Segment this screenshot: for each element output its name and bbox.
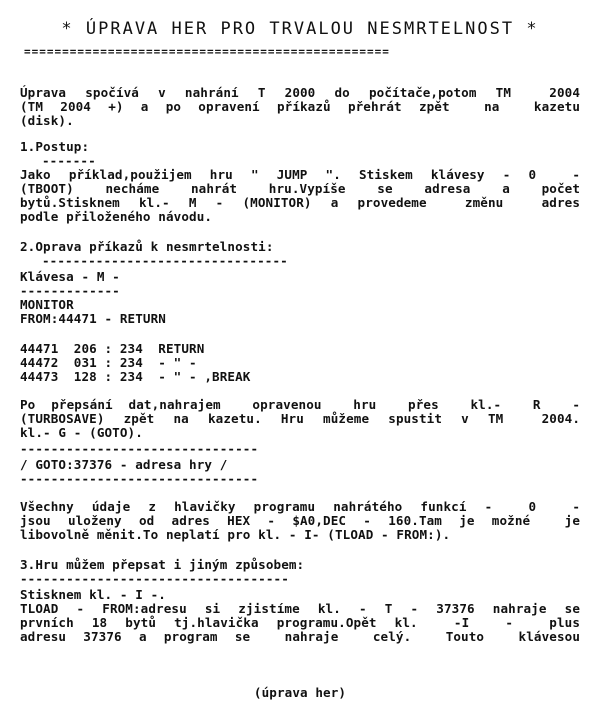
- section1-line-1: Jako příklad,použijem hru " JUMP ". Stiskem klávesy - 0 -: [20, 167, 580, 182]
- section1-line-2: (TBOOT) necháme nahrát hru.Vypíše se adresa a počet: [20, 181, 580, 196]
- page-title: * ÚPRAVA HER PRO TRVALOU NESMRTELNOST *: [61, 19, 539, 39]
- section1-line-4: podle přiloženého návodu.: [20, 209, 213, 224]
- section2-after-line-1: Po přepsání dat,nahrajem opravenou hru přes kl.- R -: [20, 397, 580, 412]
- section2-after-line-2: (TURBOSAVE) zpět na kazetu. Hru můžeme spustit v TM 2004.: [20, 411, 580, 426]
- monitor-from-line: FROM:44471 - RETURN: [20, 311, 166, 326]
- section1-line-3: bytů.Stisknem kl.- M - (MONITOR) a provedeme změnu adres: [20, 195, 580, 210]
- section3-line-4: adresu 37376 a program se nahraje celý. Touto klávesou: [20, 629, 580, 644]
- title-underline: ================================================: [24, 45, 390, 58]
- section3-underline: -----------------------------------: [20, 572, 289, 586]
- section1-heading: 1.Postup:: [20, 139, 90, 154]
- header-info-line-1: Všechny údaje z hlavičky programu nahrátého funkcí - 0 -: [20, 499, 580, 514]
- key-m-underline: -------------: [20, 284, 120, 298]
- code-line-1: 44471 206 : 234 RETURN: [20, 341, 205, 356]
- goto-box-rule-top: -------------------------------: [20, 442, 259, 456]
- code-line-2: 44472 031 : 234 - " -: [20, 355, 197, 370]
- section3-line-1: Stisknem kl. - I -.: [20, 587, 166, 602]
- monitor-label: MONITOR: [20, 297, 74, 312]
- header-info-line-3: libovolně měnit.To neplatí pro kl. - I- (TLOAD - FROM:).: [20, 527, 451, 542]
- section3-line-2: TLOAD - FROM:adresu si zjistíme kl. - T - 37376 nahraje se: [20, 601, 580, 616]
- intro-line-3: (disk).: [20, 113, 74, 128]
- header-info-line-2: jsou uloženy od adres HEX - $A0,DEC - 160.Tam je možné je: [20, 513, 580, 528]
- goto-box-rule-bottom: -------------------------------: [20, 472, 259, 486]
- goto-address-note: / GOTO:37376 - adresa hry /: [20, 457, 228, 472]
- section2-underline: --------------------------------: [42, 254, 288, 268]
- intro-line-2: (TM 2004 +) a po opravení příkazů přehrát zpět na kazetu: [20, 99, 580, 114]
- section2-heading: 2.Oprava příkazů k nesmrtelnosti:: [20, 239, 274, 254]
- key-m-label: Klávesa - M -: [20, 269, 120, 284]
- intro-line-1: Úprava spočívá v nahrání T 2000 do počítače,potom TM 2004: [20, 85, 580, 100]
- code-line-3: 44473 128 : 234 - " - ,BREAK: [20, 369, 251, 384]
- page-footer: (úprava her): [253, 685, 347, 700]
- section2-after-line-3: kl.- G - (GOTO).: [20, 425, 143, 440]
- section1-underline: -------: [42, 154, 96, 168]
- section3-line-3: prvních 18 bytů tj.hlavička programu.Opět kl. -I - plus: [20, 615, 580, 630]
- section3-heading: 3.Hru můžem přepsat i jiným způsobem:: [20, 557, 305, 572]
